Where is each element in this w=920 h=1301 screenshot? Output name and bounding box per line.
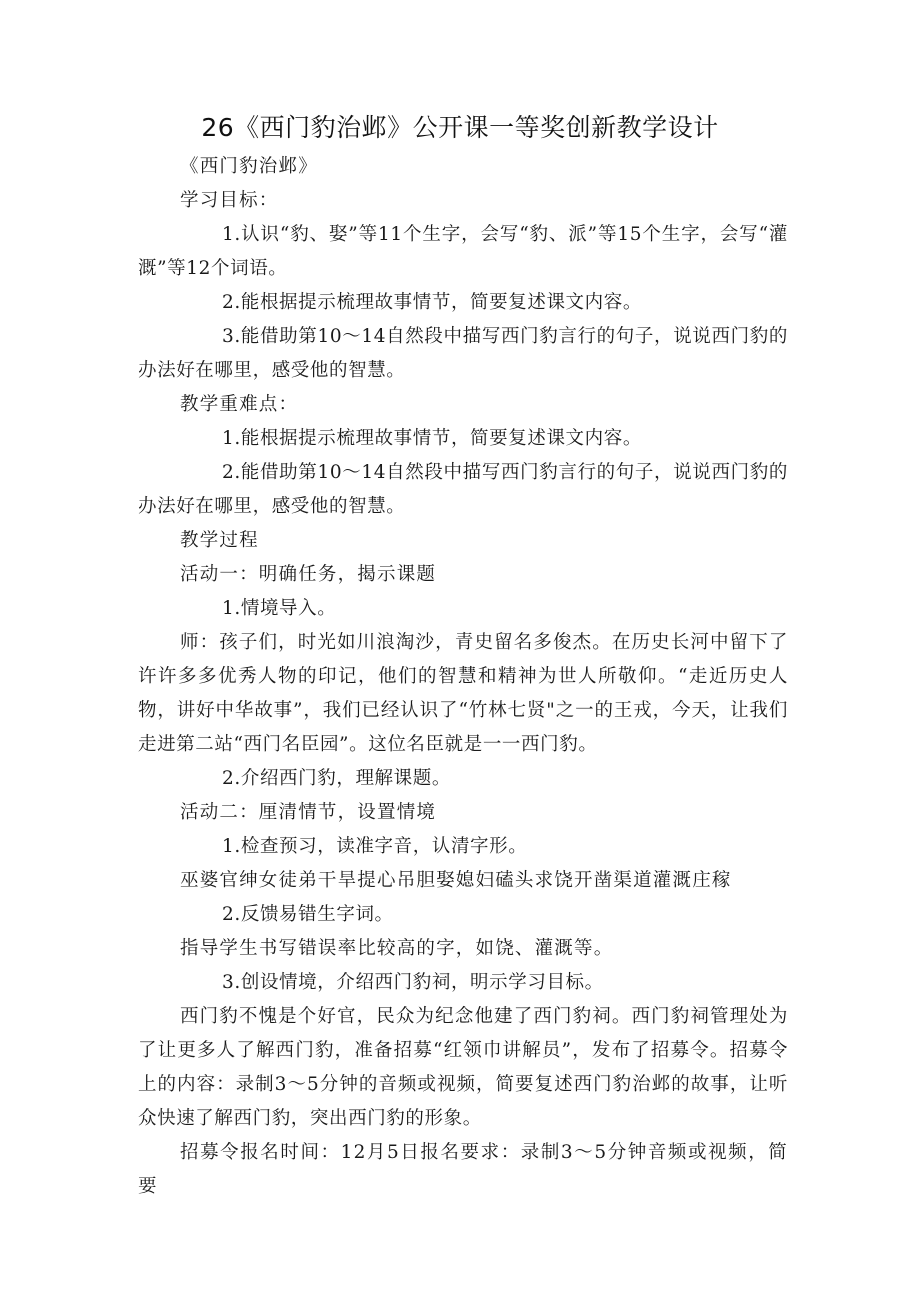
numbered-item bbox=[138, 456, 788, 524]
paragraph: 招募令报名时间：12月5日报名要求：录制3～5分钟音频或视频，简要 bbox=[138, 1142, 788, 1197]
item-number: 1 bbox=[222, 598, 235, 619]
numbered-item bbox=[138, 286, 788, 320]
paragraph: 巫婆官绅女徒弟干旱提心吊胆娶媳妇磕头求饶开凿渠道灌溉庄稼 bbox=[180, 870, 732, 891]
numbered-item bbox=[138, 966, 788, 1000]
item-number: 2 bbox=[222, 462, 235, 483]
numbered-item bbox=[138, 218, 788, 286]
item-number: 2 bbox=[222, 768, 235, 789]
item-number: 1 bbox=[222, 836, 235, 857]
item-text: .能根据提示梳理故事情节，简要复述课文内容。 bbox=[234, 292, 642, 313]
item-text: .能借助第10～14自然段中描写西门豹言行的句子，说说西门豹的办法好在哪里，感受他的智慧。 bbox=[138, 462, 788, 517]
numbered-item bbox=[138, 592, 788, 626]
numbered-item bbox=[138, 898, 788, 932]
document-title: 26《西门豹治邺》公开课一等奖创新教学设计 bbox=[201, 113, 719, 142]
paragraph: 活动二：厘清情节，设置情境 bbox=[180, 802, 437, 823]
numbered-item bbox=[138, 830, 788, 864]
item-number: 3 bbox=[222, 326, 235, 347]
item-text: .检查预习，读准字音，认清字形。 bbox=[234, 836, 528, 857]
paragraph: 西门豹不愧是个好官，民众为纪念他建了西门豹祠。西门豹祠管理处为了让更多人了解西门豹，准备招募“红领巾讲解员”，发布了招募令。招募令上的内容：录制3～5分钟的音频或视频，简要复述西门豹治邺的故事，让听众快速了解西门豹，突出西门豹的形象。 bbox=[138, 1006, 788, 1129]
item-number: 1 bbox=[222, 428, 235, 449]
paragraph: 教学重难点： bbox=[180, 394, 299, 415]
paragraph: 活动一：明确任务，揭示课题 bbox=[180, 564, 437, 585]
document-body bbox=[138, 150, 788, 1204]
item-text: .创设情境，介绍西门豹祠，明示学习目标。 bbox=[234, 972, 604, 993]
item-number: 2 bbox=[222, 904, 235, 925]
item-text: .介绍西门豹，理解课题。 bbox=[234, 768, 451, 789]
item-number: 2 bbox=[222, 292, 235, 313]
paragraph: 教学过程 bbox=[180, 530, 259, 551]
item-text: .能借助第10～14自然段中描写西门豹言行的句子，说说西门豹的办法好在哪里，感受他的智慧。 bbox=[138, 326, 788, 381]
paragraph: 师：孩子们，时光如川浪淘沙，青史留名多俊杰。在历史长河中留下了许许多多优秀人物的印记，他们的智慧和精神为世人所敬仰。“走近历史人物，讲好中华故事”，我们已经认识了“竹林七贤"之一的王戎，今天，让我们走进第二站“西门名臣园”。这位名臣就是一一西门豹。 bbox=[138, 632, 788, 755]
item-text: .能根据提示梳理故事情节，简要复述课文内容。 bbox=[234, 428, 642, 449]
item-number: 1 bbox=[222, 224, 235, 245]
numbered-item bbox=[138, 762, 788, 796]
item-number: 3 bbox=[222, 972, 235, 993]
numbered-item bbox=[138, 422, 788, 456]
item-text: .反馈易错生字词。 bbox=[234, 904, 394, 925]
paragraph: 《西门豹治邺》 bbox=[180, 156, 318, 177]
item-text: .情境导入。 bbox=[234, 598, 337, 619]
paragraph: 指导学生书写错误率比较高的字，如饶、灌溉等。 bbox=[180, 938, 614, 959]
paragraph: 学习目标： bbox=[180, 190, 279, 211]
numbered-item bbox=[138, 320, 788, 388]
item-text: .认识“豹、娶”等11个生字，会写“豹、派”等15个生字，会写“灌溉”等12个词语。 bbox=[138, 224, 788, 279]
